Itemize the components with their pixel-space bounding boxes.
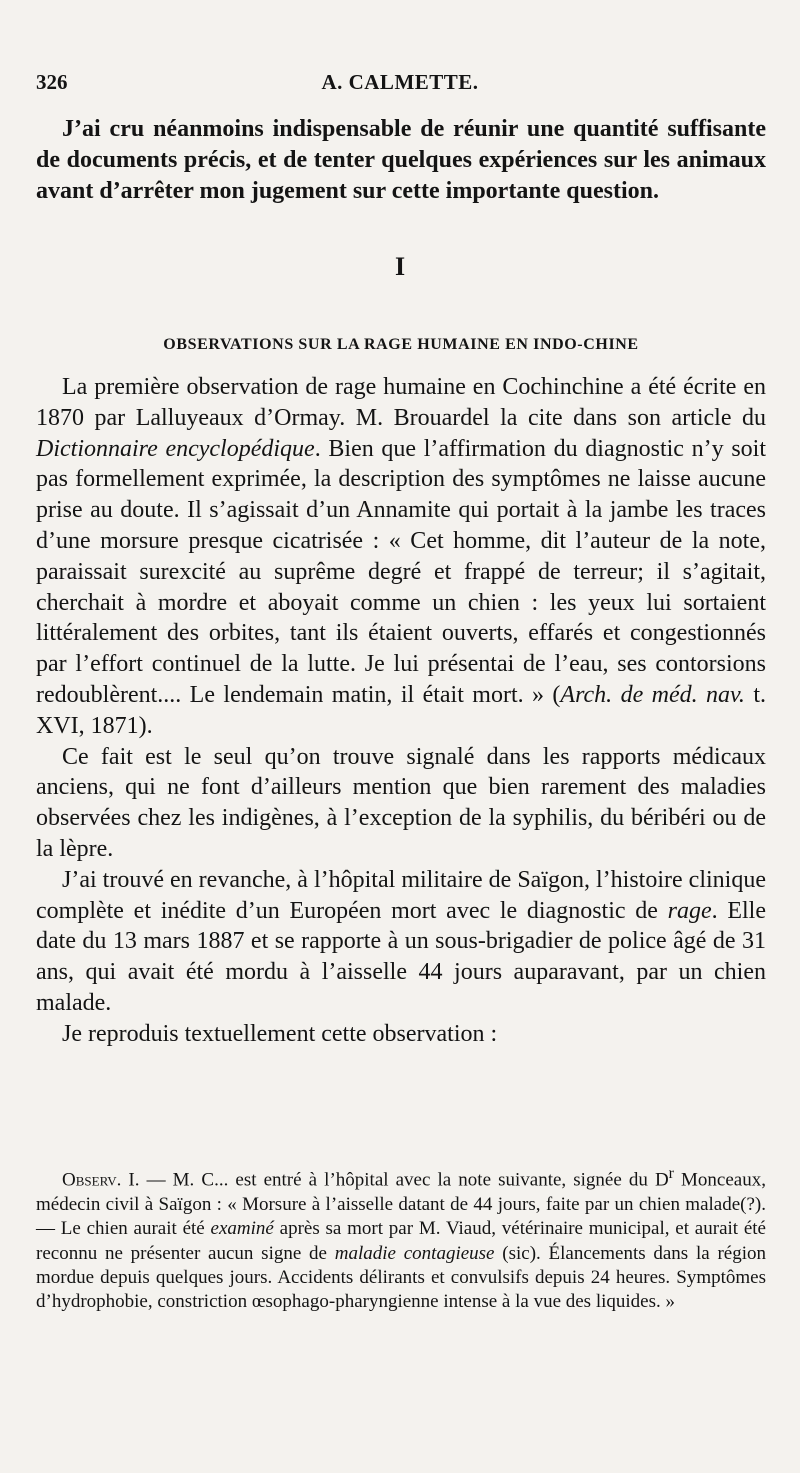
section-number: I [394,252,406,281]
note-text-f: (sic). Élancements dans la région mordue depuis quelques jours. Accidents délirants et convulsifs depuis 24 heures. Symptômes d’hydrophobie, constriction œsophago-pharyngienne intense à la vue des liquides. » [36,1242,766,1313]
p1-journal-title: Arch. de méd. nav. [560,681,745,708]
note-text-b: Monceaux, médecin civil à Saïgon : « Morsure à l’aisselle datant de 44 jours, faite par un chien malade(?). — Le chien aurait été [36,1169,766,1240]
running-header [36,70,764,100]
note-text-d: après sa mort par M. Viaud, vétérinaire municipal, et aurait été reconnu ne présenter aucun signe de [36,1218,766,1264]
p3-text-a: J’ai trouvé en revanche, à l’hôpital militaire de Saïgon, l’histoire clinique complète et inédite d’un Européen mort avec le diagnostic de [36,866,766,924]
observation-label: Observ. I. [62,1169,140,1191]
p1-text-e: t. XVI, 1871). [36,681,766,739]
paragraph-saigon-case [36,865,766,1019]
p1-text-c: . Bien que l’affirmation du diagnostic n’y soit pas formellement exprimée, la description des symptômes ne laisse aucune prise au doute. Il s’agissait d’un Annamite qui portait à la jambe les traces d’une morsure presque cicatrisée : « Cet homme, dit l’auteur de la note, paraissait surexcité au suprême degré et frappé de terreur; il s’agitait, cherchait à mordre et aboyait comme un chien : les yeux lui sortaient littéralement des orbites, tant ils étaient ouverts, effarés et congestionnés par l’effort continuel de la lutte. Je lui présentai de l’eau, ses contorsions redoublèrent.... Le lendemain matin, il était mort. » ( [36,435,766,708]
intro-text: J’ai cru néanmoins indispensable de réunir une quantité suffisante de documents précis, et de tenter quelques expériences sur les animaux avant d’arrêter mon jugement sur cette importante question. [36,116,766,204]
main-text [36,372,766,1050]
intro-paragraph [36,114,766,207]
note-examined: examiné [210,1218,274,1240]
running-head-author: A. CALMETTE. [321,70,479,94]
note-doctor-sup: r [668,1165,674,1182]
page-number: 326 [36,70,68,94]
note-contagious-disease: maladie contagieuse [334,1242,495,1264]
section-title: OBSERVATIONS SUR LA RAGE HUMAINE EN INDO-CHINE [163,336,639,353]
paragraph-medical-reports: Ce fait est le seul qu’on trouve signalé dans les rapports médicaux anciens, qui ne font d’ailleurs mention que bien rarement des maladies observées chez les indigènes, à l’exception de la syphilis, du béribéri ou de la lèpre. [36,743,766,862]
p3-text-c: . Elle date du 13 mars 1887 et se rapporte à un sous-brigadier de police âgé de 31 ans, qui avait été mordu à l’aisselle 44 jours auparavant, par un chien malade. [36,897,766,1016]
paragraph-reproduction: Je reproduis textuellement cette observation : [62,1020,498,1047]
observation-note [36,1162,766,1315]
paragraph-first-observation [36,372,766,742]
p1-dictionary-title: Dictionnaire encyclopédique [36,435,315,462]
observation-text [36,1162,766,1315]
p3-rage-word: rage [667,897,712,924]
p1-text-a: La première observation de rage humaine en Cochinchine a été écrite en 1870 par Lalluyeaux d’Ormay. M. Brouardel la cite dans son article du [36,374,766,431]
note-text-a: — M. C... est entré à l’hôpital avec la note suivante, signée du D [139,1169,669,1191]
